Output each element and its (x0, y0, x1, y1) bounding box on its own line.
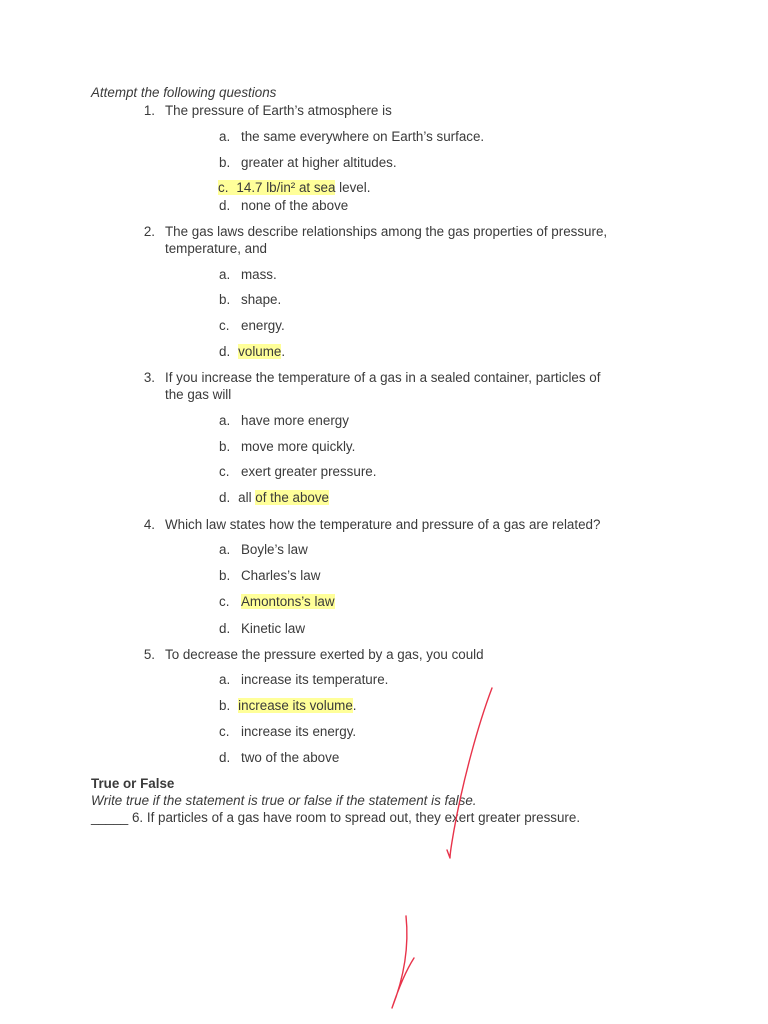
option-letter: d. (219, 344, 231, 359)
option-letter: c. (219, 318, 230, 333)
option-letter: b. (219, 292, 231, 307)
option-text: mass. (241, 267, 277, 282)
option-text: none of the above (241, 198, 349, 213)
question-text: If you increase the temperature of a gas in a sealed container, particles of (165, 370, 601, 385)
question-number: 1. (143, 103, 155, 118)
option-text: increase its temperature. (241, 672, 389, 687)
option-letter: d. (219, 621, 231, 636)
option-text: Charles’s law (241, 568, 321, 583)
pen-stroke-lower (392, 916, 414, 1008)
highlighted-answer: volume (238, 344, 282, 359)
option-letter: b. (219, 439, 231, 454)
option-text: Boyle’s law (241, 542, 308, 557)
option-text: exert greater pressure. (241, 464, 377, 479)
option-text: . (352, 698, 357, 713)
option-text: greater at higher altitudes. (241, 155, 397, 170)
question-text: The gas laws describe relationships among the gas properties of pressure, (165, 224, 608, 239)
option-letter: b. (219, 155, 231, 170)
section-heading: True or False (91, 776, 175, 791)
highlighted-answer: Amontons’s law (241, 594, 335, 609)
option-letter: c. (219, 594, 230, 609)
option-text: shape. (241, 292, 282, 307)
statement-text: 6. If particles of a gas have room to spread out, they exert greater pressure. (128, 810, 581, 825)
option-letter: a. (219, 542, 231, 557)
option-letter: b. (219, 568, 231, 583)
option-text: . (281, 344, 286, 359)
pen-stroke-upper (447, 688, 492, 858)
question-text: temperature, and (165, 241, 267, 256)
answer-blank[interactable]: _____ (91, 810, 129, 825)
option-letter: a. (219, 672, 231, 687)
question-text: The pressure of Earth’s atmosphere is (165, 103, 392, 118)
option-letter: a. (219, 267, 231, 282)
option-text: all (238, 490, 256, 505)
option-text: level. (335, 180, 371, 195)
option-text: energy. (241, 318, 285, 333)
question-text: Which law states how the temperature and pressure of a gas are related? (165, 517, 601, 532)
highlighted-answer: increase its volume (238, 698, 353, 713)
highlighted-answer: of the above (255, 490, 330, 505)
option-letter: b. (219, 698, 231, 713)
option-letter: d. (219, 490, 231, 505)
option-text: two of the above (241, 750, 340, 765)
question-number: 4. (143, 517, 155, 532)
question-number: 3. (143, 370, 155, 385)
option-letter: d. (219, 198, 231, 213)
option-letter: c. (218, 180, 236, 195)
option-text: increase its energy. (241, 724, 357, 739)
question-number: 2. (143, 224, 155, 239)
option-text: Kinetic law (241, 621, 306, 636)
option-letter: a. (219, 129, 231, 144)
option-letter: c. (219, 464, 230, 479)
option-text: move more quickly. (241, 439, 356, 454)
option-letter: a. (219, 413, 231, 428)
option-letter: c. (219, 724, 230, 739)
highlighted-answer: 14.7 lb/in² at sea (236, 180, 336, 195)
option-text: the same everywhere on Earth’s surface. (241, 129, 485, 144)
question-text: the gas will (165, 387, 232, 402)
option-letter: d. (219, 750, 231, 765)
question-number: 5. (143, 647, 155, 662)
option-text: have more energy (241, 413, 349, 428)
section-instructions: Write true if the statement is true or false if the statement is false. (91, 793, 477, 808)
instructions-intro: Attempt the following questions (91, 85, 277, 100)
question-text: To decrease the pressure exerted by a gas, you could (165, 647, 484, 662)
